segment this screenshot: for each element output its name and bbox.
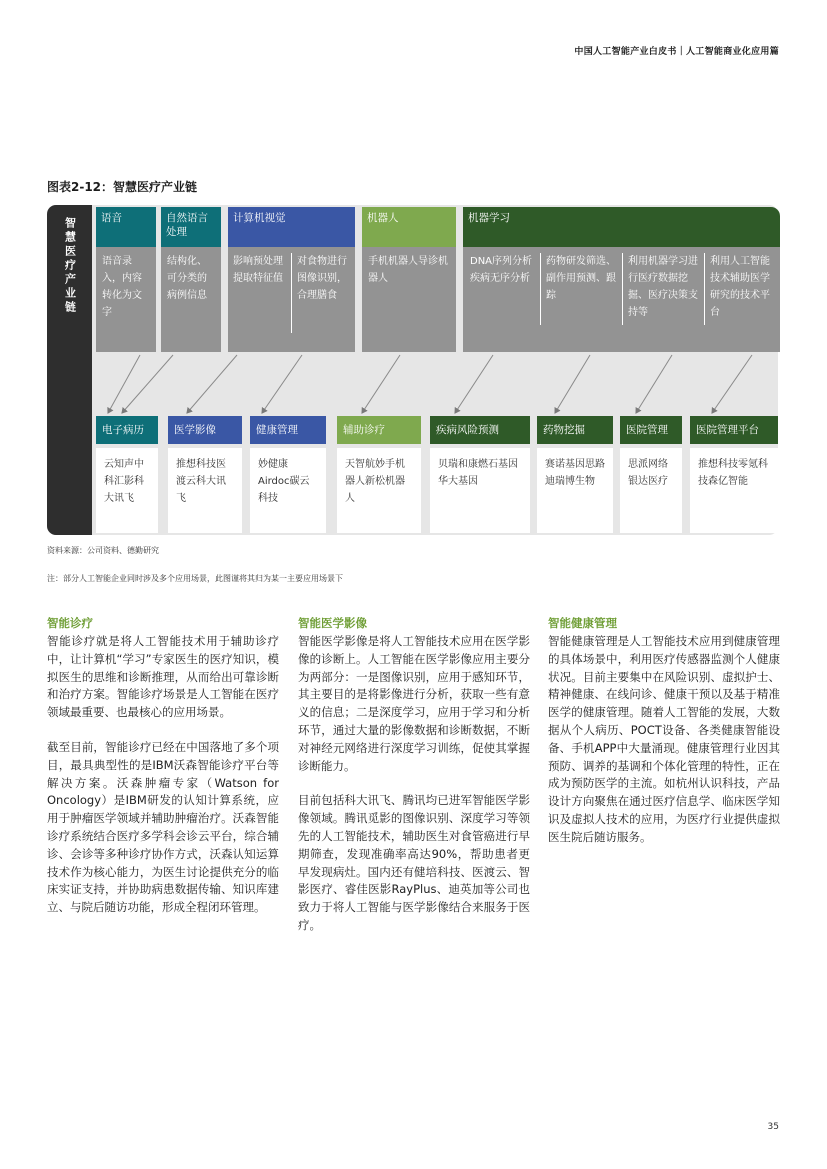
top-category-nlp: 自然语言处理 (161, 207, 221, 247)
ml-body-b: 药物研发筛选、副作用预测、跟踪 (546, 256, 616, 301)
figure-note: 注：部分人工智能企业同时涉及多个应用场景，此图谨将其归为某一主要应用场景下 (47, 574, 343, 583)
bottom-body-imaging: 推想科技医渡云科大讯飞 (168, 448, 242, 533)
arrow (555, 355, 590, 413)
bottom-body-hospital-management: 思派网络银达医疗 (620, 448, 682, 533)
top-body-speech: 语音录入，内容转化为文字 (96, 247, 156, 352)
top-category-machine-learning: 机器学习 (463, 207, 780, 247)
paragraph: 目前包括科大讯飞、腾讯均已进军智能医学影像领域。腾讯觅影的图像识别、深度学习等领先的人工智能技术，辅助医生对食管癌进行早期筛查，发现准确率高达90%，帮助患者更早发现病灶。国内还有健培科技、医渡云、智影医疗、睿佳医影RayPlus、迪英加等公司也致力于将人工智能与医学影像结合来服务于医疗。 (298, 793, 530, 932)
top-category-robot: 机器人 (362, 207, 456, 247)
page-number: 35 (767, 1122, 779, 1132)
bottom-body-assisted-diagnosis: 天智航妙手机器人新松机器人 (337, 448, 421, 533)
bottom-category-assisted-diagnosis: 辅助诊疗 (337, 416, 421, 444)
bottom-body-hospital-platform: 推想科技零氪科技森亿智能 (690, 448, 778, 533)
bottom-category-emr: 电子病历 (96, 416, 158, 444)
bottom-category-hospital-platform: 医院管理平台 (690, 416, 778, 444)
arrow (712, 355, 752, 413)
column-heading: 智能健康管理 (548, 616, 617, 630)
bottom-body-drug-mining: 赛诺基因思路迪瑞博生物 (537, 448, 613, 533)
paragraph: 智能医学影像是将人工智能技术应用在医学影像的诊断上。人工智能在医学影像应用主要分为两部分：一是图像识别，应用于感知环节，其主要目的是将影像进行分析，获取一些有意义的信息；二是深度学习，应用于学习和分析环节，通过大量的影像数据和诊断数据，不断对神经元网络进行深度学习训练，促使其掌握诊断能力。 (298, 634, 530, 773)
bottom-body-emr: 云知声中科汇影科大讯飞 (96, 448, 158, 533)
bottom-body-health-management: 妙健康Airdoc碳云科技 (250, 448, 326, 533)
column-smart-diagnosis (47, 615, 279, 934)
figure-title: 图表2-12：智慧医疗产业链 (47, 180, 198, 194)
column-heading: 智能医学影像 (298, 616, 367, 630)
arrow (122, 355, 173, 413)
top-body-robot: 手机机器人导诊机器人 (362, 247, 456, 352)
cv-body-a: 影响预处理提取特征值 (233, 256, 283, 284)
top-body-nlp: 结构化、可分类的病例信息 (161, 247, 221, 352)
arrow (455, 355, 493, 413)
bottom-category-drug-mining: 药物挖掘 (537, 416, 613, 444)
paragraph: 截至目前，智能诊疗已经在中国落地了多个项目，最具典型性的是IBM沃森智能诊疗平台等解决方案。沃森肿瘤专家（Watson for Oncology）是IBM研发的认知计算系统，应用于肿瘤医学领域并辅助肿瘤治疗。沃森智能诊疗系统结合医疗多学科会诊云平台，综合辅诊、会诊等多种诊疗协作方式，沃森认知运算技术作为核心能力，为医生讨论提供充分的临床实证支持，并协助病患数据传输、知识库建立、与院后随访功能，形成全程闭环管理。 (47, 739, 279, 915)
arrow (108, 355, 140, 413)
ml-body-a: DNA序列分析疾病无序分析 (470, 256, 533, 284)
arrow (262, 355, 302, 413)
arrow (636, 355, 672, 413)
top-category-computer-vision: 计算机视觉 (228, 207, 355, 247)
ml-body-d: 利用人工智能技术辅助医学研究的技术平台 (710, 256, 770, 318)
figure-source: 资料来源：公司资料、德勤研究 (47, 546, 159, 555)
arrow (362, 355, 400, 413)
page-header: 中国人工智能产业白皮书｜人工智能商业化应用篇 (574, 47, 779, 57)
bottom-category-health-management: 健康管理 (250, 416, 326, 444)
column-heading: 智能诊疗 (47, 616, 93, 630)
bottom-category-imaging: 医学影像 (168, 416, 242, 444)
cv-body-b: 对食物进行图像识别，合理膳食 (297, 256, 347, 301)
column-smart-health (548, 615, 780, 864)
top-category-speech: 语音 (96, 207, 156, 247)
bottom-category-risk-prediction: 疾病风险预测 (430, 416, 530, 444)
bottom-category-hospital-management: 医院管理 (620, 416, 682, 444)
arrow (187, 355, 237, 413)
ml-body-c: 利用机器学习进行医疗数据挖掘、医疗决策支持等 (628, 256, 698, 318)
paragraph: 智能健康管理是人工智能技术应用到健康管理的具体场景中，利用医疗传感器监测个人健康状况。目前主要集中在风险识别、虚拟护士、精神健康、在线问诊、健康干预以及基于精准医学的健康管理。随着人工智能的发展，大数据从个人病历、POCT设备、各类健康智能设备、手机APP中大量涌现。健康管理行业因其预防、调养的基调和个体化管理的特性，正在成为预防医学的主流。如杭州认识科技，产品设计方向聚焦在通过医疗信息学、临床医学知识及虚拟人技术的应用，为医疗行业提供虚拟医生院后随访服务。 (548, 634, 780, 844)
paragraph: 智能诊疗就是将人工智能技术用于辅助诊疗中，让计算机“学习”专家医生的医疗知识，模拟医生的思维和诊断推理，从而给出可靠诊断和治疗方案。智能诊疗场景是人工智能在医疗领域最重要、也最核心的应用场景。 (47, 634, 279, 720)
diagram-vertical-label: 智慧医疗产业链 (47, 205, 92, 535)
column-smart-imaging (298, 615, 530, 952)
bottom-body-risk-prediction: 贝瑞和康燃石基因华大基因 (430, 448, 530, 533)
